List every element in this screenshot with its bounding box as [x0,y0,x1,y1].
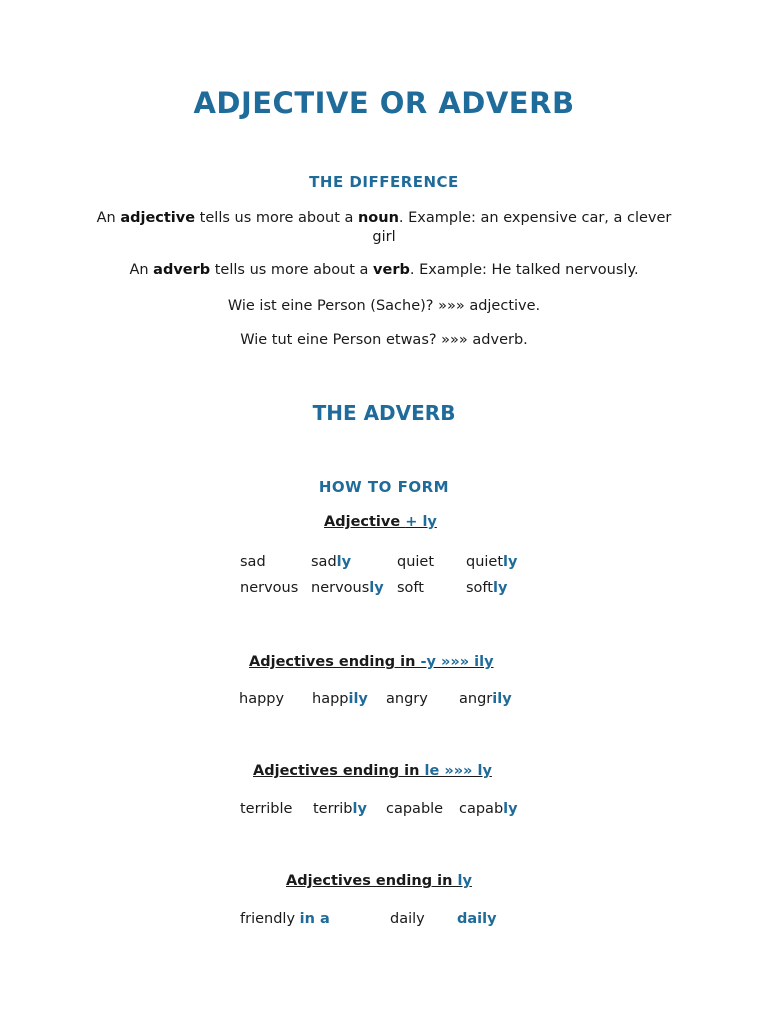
word: nervously [311,580,384,596]
adv-mid: tells us more about a [210,262,374,278]
word: daily [457,911,497,927]
adj-post: . Example: an expensive car, a clever girl [372,210,672,245]
word: softly [466,580,508,596]
adv-pre: An [129,262,154,278]
adj-pre: An [96,210,121,226]
rule2-label: Adjectives ending in [249,654,421,670]
rule1-suffix: + ly [405,514,437,530]
word: angrily [459,691,512,707]
word: capably [459,801,518,817]
adv-term: adverb [153,262,211,278]
word: daily [390,911,425,927]
page-title: ADJECTIVE OR ADVERB [193,86,575,120]
adverb-definition [0,261,768,280]
adv-post: . Example: He talked nervously. [409,262,639,278]
adjective-definition [90,209,678,247]
word: quiet [397,554,435,570]
how-to-form-heading: HOW TO FORM [318,478,450,496]
word: angry [386,691,428,707]
rule3-heading [253,763,492,779]
word: nervous [240,580,299,596]
word: happy [239,691,285,707]
word: soft [397,580,424,596]
word: terribly [313,801,367,817]
rule3-label: Adjectives ending in [253,763,425,779]
adj-term: adjective [120,210,196,226]
rule1-heading [324,514,437,530]
word: quietly [466,554,518,570]
adv-obj: verb [373,262,410,278]
rule4-heading [286,873,472,889]
rule2-suffix: -y »»» ily [420,654,494,670]
question-adjective: Wie ist eine Person (Sache)? »»» adjective. [227,298,541,314]
word: capable [386,801,444,817]
word: terrible [240,801,293,817]
rule1-label: Adjective [324,514,406,530]
rule4-suffix: ly [457,873,472,889]
word: sad [240,554,266,570]
rule3-suffix: le »»» ly [424,763,492,779]
question-adverb: Wie tut eine Person etwas? »»» adverb. [240,332,528,348]
difference-heading: THE DIFFERENCE [309,173,459,191]
word: friendly in a [240,911,330,927]
adj-mid: tells us more about a [195,210,358,226]
adj-obj: noun [357,210,399,226]
word: happily [312,691,368,707]
adverb-heading: THE ADVERB [312,401,456,425]
rule4-label: Adjectives ending in [286,873,458,889]
word: sadly [311,554,352,570]
rule2-heading [249,654,494,670]
